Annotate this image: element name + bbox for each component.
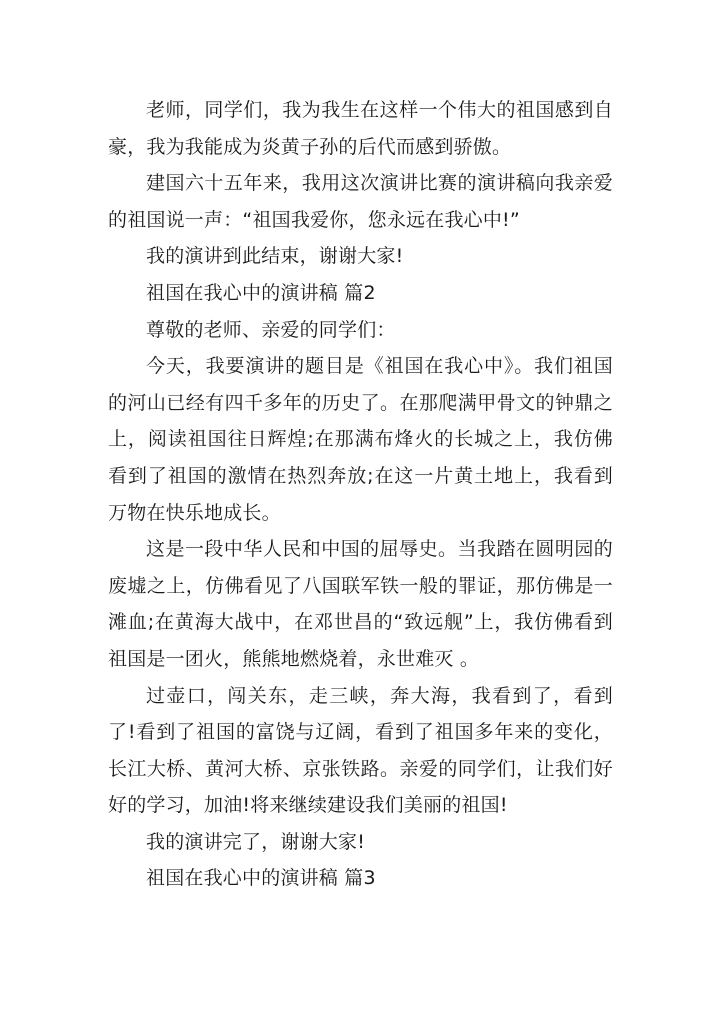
- section-heading: 祖国在我心中的演讲稿 篇3: [146, 867, 376, 890]
- paragraph: 我的演讲到此结束，谢谢大家!: [146, 245, 404, 268]
- salutation: 尊敬的老师、亲爱的同学们：: [146, 318, 396, 341]
- section-heading: 祖国在我心中的演讲稿 篇2: [146, 281, 376, 304]
- paragraph: 今天，我要演讲的题目是《祖国在我心中》。我们祖国的河山已经有四千多年的历史了。在那爬满甲骨文的钟鼎之上，阅读祖国往日辉煌;在那满布烽火的长城之上，我仿佛看到了祖国的激情在热烈奔放;在这一片黄土地上，我看到万物在快乐地成长。: [108, 355, 613, 524]
- paragraph: 我的演讲完了，谢谢大家!: [146, 830, 366, 853]
- paragraph: 这是一段中华人民和中国的屈辱史。当我踏在圆明园的废墟之上，仿佛看见了八国联军铁一般的罪证，那仿佛是一滩血;在黄海大战中，在邓世昌的“致远舰”上，我仿佛看到祖国是一团火，熊熊地燃烧着，永世难灭 。: [108, 538, 613, 670]
- paragraph: 老师，同学们，我为我生在这样一个伟大的祖国感到自豪，我为我能成为炎黄子孙的后代而感到骄傲。: [108, 99, 613, 158]
- paragraph: 过壶口，闯关东，走三峡，奔大海，我看到了，看到了!看到了祖国的富饶与辽阔，看到了祖国多年来的变化，长江大桥、黄河大桥、京张铁路。亲爱的同学们，让我们好好的学习，加油!将来继续建设我们美丽的祖国!: [108, 684, 613, 817]
- document-body: [108, 92, 613, 897]
- paragraph: 建国六十五年来，我用这次演讲比赛的演讲稿向我亲爱的祖国说一声：“祖国我爱你，您永远在我心中!”: [108, 172, 613, 231]
